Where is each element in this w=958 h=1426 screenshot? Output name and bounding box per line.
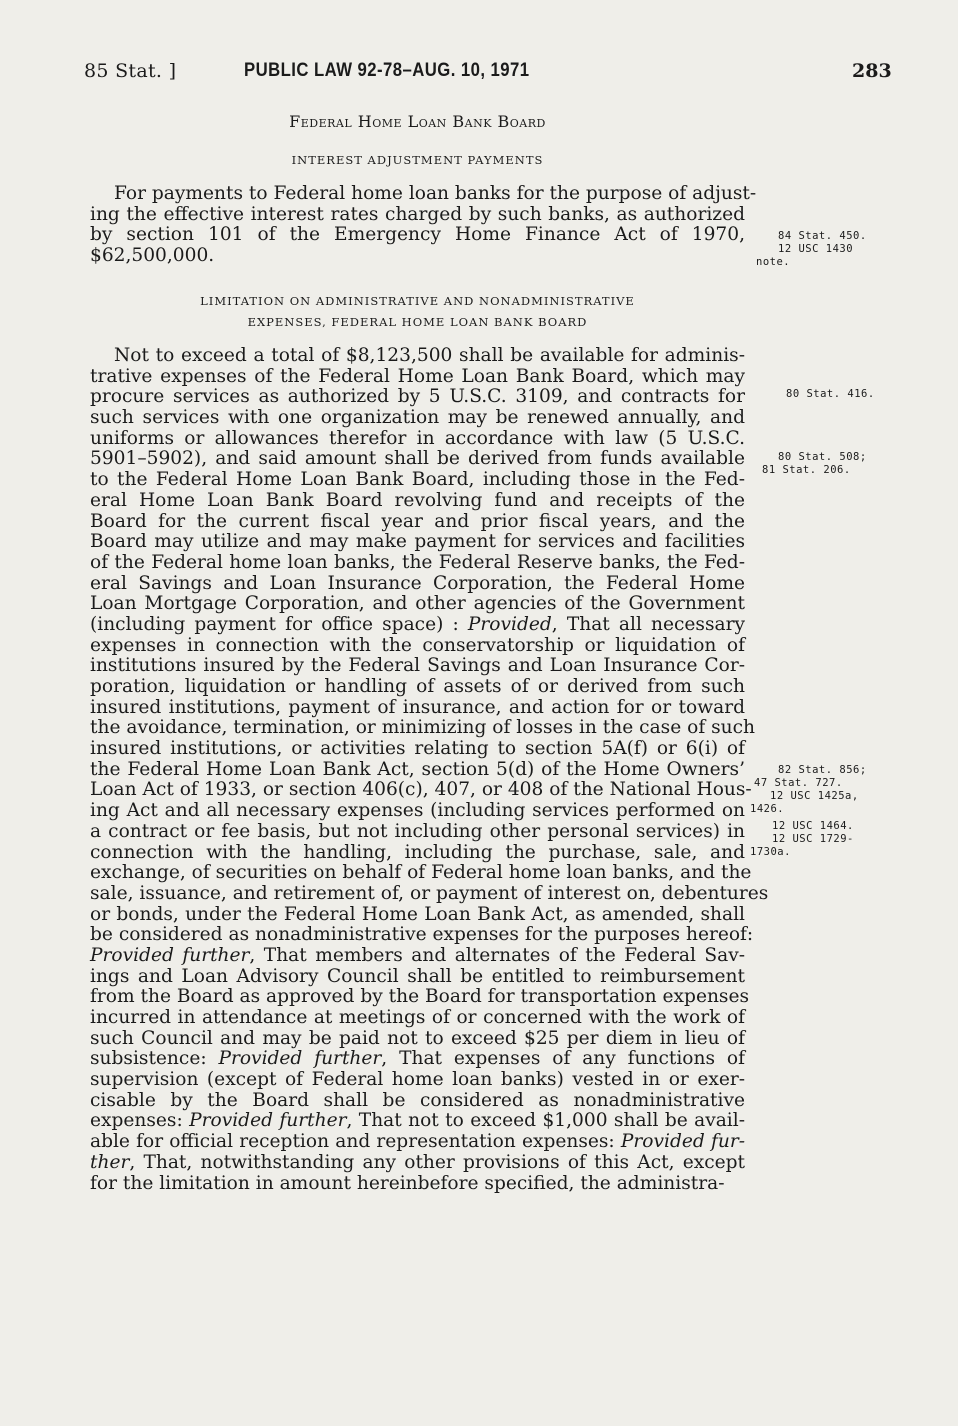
text-line: the Federal Home Loan Bank Act, section 5(d) of the Home Owners’ xyxy=(90,758,745,780)
margin-note-line: 80 Stat. 508; xyxy=(778,451,867,463)
text-line: eral Home Loan Bank Board revolving fund and receipts of the xyxy=(90,489,745,511)
running-head xyxy=(0,60,958,84)
page-number: 283 xyxy=(852,60,892,82)
margin-note-80-stat-508 xyxy=(762,451,867,477)
text-line: or bonds, under the Federal Home Loan Bank Act, as amended, shall xyxy=(90,903,745,925)
text-line: procure services as authorized by 5 U.S.C. 3109, and contracts for xyxy=(90,386,745,408)
margin-note-line: 47 Stat. 727. xyxy=(754,777,843,789)
statute-reference: 85 Stat. ] xyxy=(84,60,177,82)
text-line: exchange, of securities on behalf of Federal home loan banks, and the xyxy=(90,862,752,884)
text-line: insured institutions, payment of insurance, and action for or toward xyxy=(90,696,745,718)
paragraph-interest-adjustment xyxy=(90,183,757,267)
text-line: (including payment for office space) : Provided, That all necessary xyxy=(90,613,745,635)
text-line: uniforms or allowances therefor in accordance with law (5 U.S.C. xyxy=(90,427,745,449)
margin-note-line: 81 Stat. 206. xyxy=(762,464,851,476)
text-line: from the Board as approved by the Board for transportation expenses xyxy=(90,986,750,1008)
text-line: of the Federal home loan banks, the Federal Reserve banks, the Fed- xyxy=(90,551,745,573)
text-line: Provided further, That members and alternates of the Federal Sav- xyxy=(90,944,745,966)
text-line: connection with the handling, including the purchase, sale, and xyxy=(90,841,745,863)
text-line: for the limitation in amount hereinbefore specified, the administra- xyxy=(90,1172,725,1194)
text-line: Not to exceed a total of $8,123,500 shall be available for adminis- xyxy=(114,345,745,366)
text-line: expenses in connection with the conservatorship or liquidation of xyxy=(90,634,745,656)
subheading-limitation-line-2: EXPENSES, FEDERAL HOME LOAN BANK BOARD xyxy=(247,315,588,329)
text-line: such services with one organization may be renewed annually, and xyxy=(90,407,745,429)
subheading-limitation-line-1: LIMITATION ON ADMINISTRATIVE AND NONADMINISTRATIVE xyxy=(200,294,635,308)
text-line: For payments to Federal home loan banks for the purpose of adjust- xyxy=(114,183,757,204)
text-line: expenses: Provided further, That not to exceed $1,000 shall be avail- xyxy=(90,1110,745,1132)
text-line: institutions insured by the Federal Savings and Loan Insurance Cor- xyxy=(90,655,745,677)
text-line: insured institutions, or activities relating to section 5A(f) or 6(i) of xyxy=(90,738,745,760)
text-line: cisable by the Board shall be considered as nonadministrative xyxy=(90,1089,745,1111)
margin-note-line: 1426. xyxy=(750,803,785,815)
text-line: by section 101 of the Emergency Home Finance Act of 1970, xyxy=(90,224,745,246)
text-line: to the Federal Home Loan Bank Board, including those in the Fed- xyxy=(90,469,745,491)
text-line: be considered as nonadministrative expenses for the purposes hereof: xyxy=(90,924,754,946)
text-line: able for official reception and representation expenses: Provided fur- xyxy=(90,1131,745,1153)
text-line: the avoidance, termination, or minimizing of losses in the case of such xyxy=(90,717,756,739)
text-line: supervision (except of Federal home loan banks) vested in or exer- xyxy=(90,1069,745,1091)
margin-note-line: 1730a. xyxy=(750,846,791,858)
text-line: Board may utilize and may make payment for services and facilities xyxy=(90,531,745,553)
public-law-title: PUBLIC LAW 92-78–AUG. 10, 1971 xyxy=(244,60,530,81)
subheading-interest-adjustment: INTEREST ADJUSTMENT PAYMENTS xyxy=(291,153,544,167)
text-line: ings and Loan Advisory Council shall be entitled to reimbursement xyxy=(90,965,745,987)
text-line: poration, liquidation or handling of assets of or derived from such xyxy=(90,676,745,697)
text-line: such Council and may be paid not to exceed $25 per diem in lieu of xyxy=(90,1027,745,1049)
section-title: Federal Home Loan Bank Board xyxy=(289,112,546,131)
text-line: a contract or fee basis, but not including other personal services) in xyxy=(90,820,745,842)
margin-note-line: 82 Stat. 856; xyxy=(778,764,867,776)
text-line: ing Act and all necessary expenses (including services performed on xyxy=(90,800,745,822)
text-line: $62,500,000. xyxy=(90,245,215,267)
text-line: Loan Mortgage Corporation, and other agencies of the Government xyxy=(90,593,745,615)
text-line: trative expenses of the Federal Home Loan Bank Board, which may xyxy=(90,365,745,387)
text-line: 5901–5902), and said amount shall be derived from funds available xyxy=(90,448,745,470)
text-line: incurred in attendance at meetings of or concerned with the work of xyxy=(90,1007,745,1028)
margin-note-line: 12 USC 1430 xyxy=(778,243,854,255)
text-line: ing the effective interest rates charged by such banks, as authorized xyxy=(90,203,745,225)
margin-note-line: 12 USC 1464. xyxy=(772,820,854,832)
margin-note-84-stat-450 xyxy=(756,230,867,269)
text-line: subsistence: Provided further, That expenses of any functions of xyxy=(90,1048,745,1070)
text-line: sale, issuance, and retirement of, or payment of interest on, debentures xyxy=(90,882,769,904)
text-line: Board for the current fiscal year and prior fiscal years, and the xyxy=(90,510,745,532)
text-line: eral Savings and Loan Insurance Corporation, the Federal Home xyxy=(90,572,745,594)
margin-note-line: 12 USC 1425a, xyxy=(770,790,859,802)
margin-note-line: 84 Stat. 450. xyxy=(778,230,867,242)
text-line: Loan Act of 1933, or section 406(c), 407, or 408 of the National Hous- xyxy=(90,779,752,801)
margin-note-line: note. xyxy=(756,256,791,268)
text-line: ther, That, notwithstanding any other provisions of this Act, except xyxy=(90,1151,745,1173)
margin-note-82-stat-856 xyxy=(750,764,867,859)
margin-note-line: 12 USC 1729- xyxy=(772,833,854,845)
margin-note-80-stat-416: 80 Stat. 416. xyxy=(786,388,875,400)
